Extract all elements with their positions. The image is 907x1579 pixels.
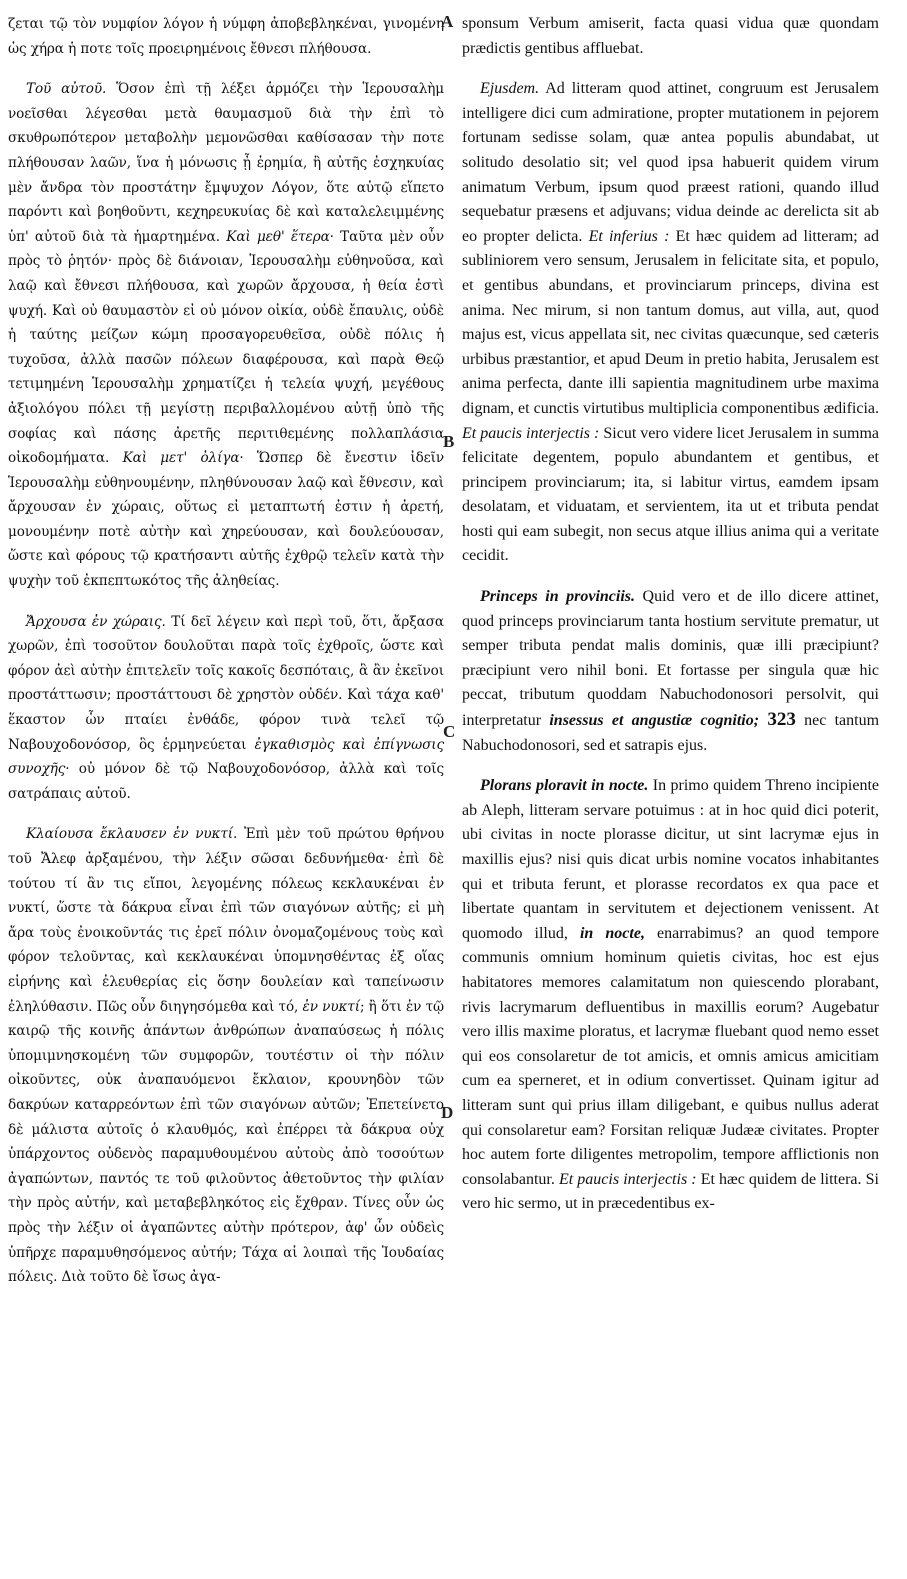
latin-text: In primo quidem Threno incipiente ab Aleph, litteram servare potuimus : at in hoc quid dici poterit, ubi civitas in nocte plorasse dicitur, ut sint lacrymæ ejus in maxillis ejus? nisi quis dicat urbis nomine vocatos inhabitantes qui et tributa ferunt, et plorasse recordatos ex qua pace et libertate quantam in servitutem et dejectionem venissent. At quomodo illud, bbox=[462, 777, 879, 942]
greek-text: Τί δεῖ λέγειν καὶ περὶ τοῦ, ὅτι, ἄρξασα χωρῶν, ἐπὶ τοσοῦτον δουλοῦται παρὰ τοῖς ἐχθροῖς, ὥστε καὶ φόρον ἀεὶ αὐτὴν ἐπιτελεῖν τοῖς κακοῖς δεσπόταις, ἃ ἂν ἐκεῖνοι προστάττωσιν; προστάττουσι δὲ χρηστὸν οὐδέν. Καὶ τάχα καθ' ἕκαστον ὧν πταίει ἐνθάδε, φόρον τινὰ τελεῖ τῷ Ναβουχοδονόσορ, ὃς ἑρμηνεύεται bbox=[8, 613, 444, 753]
latin-heading-princeps: Princeps in provinciis. bbox=[480, 588, 636, 606]
latin-italic-phrase: Et paucis interjectis : bbox=[558, 1170, 697, 1188]
margin-letter-b: B bbox=[443, 432, 455, 451]
latin-column bbox=[462, 12, 879, 1217]
latin-text: Quid vero et de illo dicere attinet, quod princeps provinciarum tanta hostium servitute prematur, ut semper tributa pendat malis dominis, quæ illi præcipiunt? præcipiunt vero nihil boni. Et fortasse per singula quæ hic peccat, tributum quoddam Nabuchodonosori persolvit, qui interpretatur bbox=[462, 588, 879, 730]
greek-column bbox=[8, 12, 444, 1290]
greek-italic-phrase: ἐγκαθισμὸς καὶ ἐπίγνωσις συνοχῆς· bbox=[8, 736, 444, 778]
latin-text: Ad litteram quod attinet, congruum est Jerusalem intelligere dici cum admiratione, propter mutationem in pejorem fortunam sedisse solam, quæ antea populis abundabat, ut solitudo desolatio sit; vel quod ipsa habuerit quidem virum animatum Verbum, ipsum quod præest rationi, quando illud sequebatur præsens et adjuvans; vidua deinde ac derelicta sit ab eo propter delicta. bbox=[462, 80, 879, 245]
latin-paragraph-2 bbox=[462, 77, 879, 569]
latin-paragraph-3 bbox=[462, 585, 879, 758]
greek-italic-phrase: Καὶ μετ' ὀλίγα· bbox=[122, 450, 244, 467]
latin-text: nec tantum Nabuchodonosori, sed et satrapis ejus. bbox=[462, 712, 880, 754]
greek-heading-archousa: Ἄρχουσα ἐν χώραις. bbox=[26, 613, 166, 630]
latin-paragraph-1 bbox=[462, 12, 879, 61]
greek-paragraph-3 bbox=[8, 610, 444, 807]
column-number-323: 323 bbox=[767, 709, 796, 731]
greek-heading-klaiousa: Κλαίουσα ἔκλαυσεν ἐν νυκτί. bbox=[26, 826, 238, 843]
latin-text: sponsum Verbum amiserit, facta quasi vidua quæ quondam prædictis gentibus affluebat. bbox=[462, 15, 879, 57]
greek-paragraph-1 bbox=[8, 12, 444, 61]
greek-paragraph-2 bbox=[8, 77, 444, 593]
greek-italic-phrase: ἐν νυκτί bbox=[302, 998, 360, 1015]
latin-text: Sicut vero videre licet Jerusalem in summa felicitate degentem, populo abundantem et gentibus, et principem provinciarum; ita, si labitur virtus, eamdem ipsam desolatam, et viduatam, et servientem, ita ut et tributa pendat hosti qui eam subegit, non secus atque illius anima qui a veritate cecidit. bbox=[462, 424, 879, 565]
latin-heading-plorans: Plorans ploravit in nocte. bbox=[480, 777, 649, 795]
latin-text: Et hæc quidem ad litteram; ad subliniorem vero sensum, Jerusalem in felicitate sita, et populo, et gentibus abundans, et provinciarum princeps, divina est anima. Nec mirum, si non tantum domus, aut villa, aut, quod majus est, vicus appellata sit, nec civitas quæcunque, sed cæteris urbibus præstantior, et apud Deum in pretio habita, Jerusalem est anima perfecta, dante illi sapientia magnitudinem urbe maxima dignam, et cunctis virtutibus multiplicia componentibus ædificia. bbox=[462, 227, 880, 417]
margin-letter-c: C bbox=[443, 722, 456, 741]
latin-text: enarrabimus? an quod tempore communis omnium hominum quietis civitas, hoc est ejus habitatores memores calamitatum non quiescendo plorabant, rivis lacrymarum defluentibus in maxillis eorum? Augebatur vero illis maxime ploratus, et lacrymæ fluebant quod nemo esset qui eos consolaretur de tot amicis, et omnis amicus amicitiam cum ea sperneret, et in odium convertisset. Quinam igitur ad litteram sunt qui prius illam diligebant, e quibus nullus aderat qui consolaretur eam? Forsitan reliquæ Judææ civitates. Propter hoc autem forte diligentes metropolim, tempore afflictionis non consolabantur. bbox=[462, 924, 880, 1188]
greek-text: ζεται τῷ τὸν νυμφίον λόγον ἡ νύμφη ἀποβεβληκέναι, γινομένη ὡς χήρα ἡ ποτε τοῖς προειρημένοις ἔθνεσι πλήθουσα. bbox=[8, 16, 444, 57]
latin-italic-phrase: insessus et angustiæ cognitio; bbox=[549, 712, 760, 730]
greek-heading-tou-autou: Τοῦ αὐτοῦ. bbox=[26, 81, 107, 98]
greek-italic-phrase: Καὶ μεθ' ἕτερα· bbox=[226, 228, 334, 245]
greek-text: Ὥσπερ δὲ ἔνεστιν ἰδεῖν Ἱερουσαλὴμ εὐθηνουμένην, πληθύνουσαν λαῷ καὶ ἔθνεσιν, καὶ ἄρχουσαν ἐν χώραις, οὕτως εἰ μεταπτωτή ἐστιν ἡ ἀρετή, μονουμένην ποτὲ αὐτὴν καὶ χηρεύουσαν, καὶ δουλεύουσαν, ὥστε καὶ φόρους τῷ κρατήσαντι αὐτῆς ἐχθρῷ τελεῖν κατὰ τὴν ψυχὴν τοῦ ἐκπεπτωκότος τῆς ἀληθείας. bbox=[8, 450, 444, 590]
latin-heading-ejusdem: Ejusdem. bbox=[480, 80, 540, 98]
margin-letter-a: A bbox=[441, 12, 454, 31]
margin-letter-d: D bbox=[441, 1103, 454, 1122]
greek-paragraph-4 bbox=[8, 822, 444, 1289]
greek-text: Ἐπὶ μὲν τοῦ πρώτου θρήνου τοῦ Ἄλεφ ἀρξαμένου, τὴν λέξιν σῶσαι δεδυνήμεθα· ἐπὶ δὲ τούτου τί ἂν τις εἴποι, λεγομένης πόλεως κεκλαυκέναι ἐν νυκτί, ὥστε τὰ δάκρυα εἶναι ἐπὶ τῶν σιαγόνων αὐτῆς; εἰ μὴ ἄρα τοὺς ἐνοικοῦντάς τις ἐρεῖ πόλιν ὀνομαζομένους τοὺς καὶ φόρον τελοῦντας, καὶ κεκλαυκέναι ὑπομνησθέντας ἐξ οἵας εἰρήνης καὶ ἐλευθερίας εἰς ὅσην δουλείαν καὶ ταπείνωσιν ἐληλύθασιν. Πῶς οὖν διηγησόμεθα καὶ τό, bbox=[8, 826, 444, 1015]
greek-text: οὐ μόνον δὲ τῷ Ναβουχοδονόσορ, ἀλλὰ καὶ τοῖς σατράπαις αὐτοῦ. bbox=[8, 761, 444, 802]
greek-text: Ὅσον ἐπὶ τῇ λέξει ἁρμόζει τὴν Ἱερουσαλὴμ νοεῖσθαι λέγεσθαι μετὰ θαυμασμοῦ διὰ τὴν ἐπὶ τὸ σκυθρωπότερον μεταβολὴν μεμονῶσθαι καθίσασαν τὴν ποτε πλήθουσαν λαῶν, ἵνα ἡ μόνωσις ᾖ ἐρημία, ἢ αὐτῆς ἐσχηκυίας μὲν ἄνδρα τὸν προστάτην ἔμψυχον Λόγον, ὅτε αὐτῷ εἵπετο παρόντι καὶ βοηθοῦντι, κεχηρευκυίας δὲ καὶ καταλελειμμένης ὑπ' αὐτοῦ διὰ τὰ ἡμαρτημένα. bbox=[8, 81, 445, 245]
latin-paragraph-4 bbox=[462, 774, 879, 1217]
latin-text: Et hæc quidem de littera. Si vero hic sermo, ut in præcedentibus ex- bbox=[462, 1170, 879, 1213]
latin-italic-phrase: Et paucis interjectis : bbox=[462, 424, 600, 442]
latin-italic-phrase: in nocte, bbox=[579, 924, 645, 942]
greek-text: ; ἢ ὅτι ἐν τῷ καιρῷ τῆς κοινῆς ἁπάντων ἀνθρώπων ἀναπαύσεως ἡ πόλις ὑπομιμνησκομένη τῶν συμφορῶν, τουτέστιν οἱ τὴν πόλιν οἰκοῦντες, οὐκ ἀναπαυόμενοι ἔκλαιον, κρουνηδὸν τῶν δακρύων καταρρεόντων ἐπὶ τῶν σιαγόνων αὐτῶν; Ἐπετείνετο δὲ μάλιστα αὐτοῖς ὁ κλαυθμός, καὶ ἐπέρρει τὰ δάκρυα οὐχ ὑπάρχοντος οὐδενὸς παραμυθουμένου αὐτοὺς ἀπὸ τοσούτων ἀγαπώντων, παντός τε τοῦ φιλοῦντος ἀθετοῦντος τὴν φιλίαν τὴν πρὸς αὐτήν, καὶ μεταβεβληκότος εἰς ἔχθραν. Τίνες οὖν ὡς πρὸς τὴν λέξιν οἱ ἀγαπῶντες αὐτὴν πρότερον, ἀφ' ὧν οὐδεὶς ὑπῆρχε παραμυθησόμενος αὐτήν; Τάχα αἱ λοιπαὶ τῆς Ἰουδαίας πόλεις. Διὰ τοῦτο δὲ ἴσως ἀγα- bbox=[8, 998, 444, 1286]
latin-italic-phrase: Et inferius : bbox=[588, 227, 670, 245]
greek-text: Ταῦτα μὲν οὖν πρὸς τὸ ῥητόν· πρὸς δὲ διάνοιαν, Ἱερουσαλὴμ εὐθηνοῦσα, καὶ λαῷ καὶ ἔθνεσι πλήθουσα, καὶ χωρῶν ἄρχουσα, ἡ θεία ἐστὶ ψυχή. Καὶ οὐ θαυμαστὸν εἰ οὐ μόνον οἰκία, οὐδὲ ἔπαυλις, οὐδὲ ἡ ταύτης μείζων κώμη προσαγορευθεῖσα, οὐδὲ πόλις ἡ τυχοῦσα, ἀλλὰ πασῶν πόλεων διαφέρουσα, καὶ παρὰ Θεῷ τετιμημένη Ἱερουσαλὴμ χρηματίζει ἡ τελεία ψυχή, μεγέθους ἀξιολόγου πόλει τῇ μεγίστῃ περιβαλλομένου αὐτῇ ὑπὸ τῆς σοφίας καὶ πάσης ἀρετῆς περιτιθεμένης πολλαπλάσια οἰκοδομήματα. bbox=[8, 228, 444, 467]
